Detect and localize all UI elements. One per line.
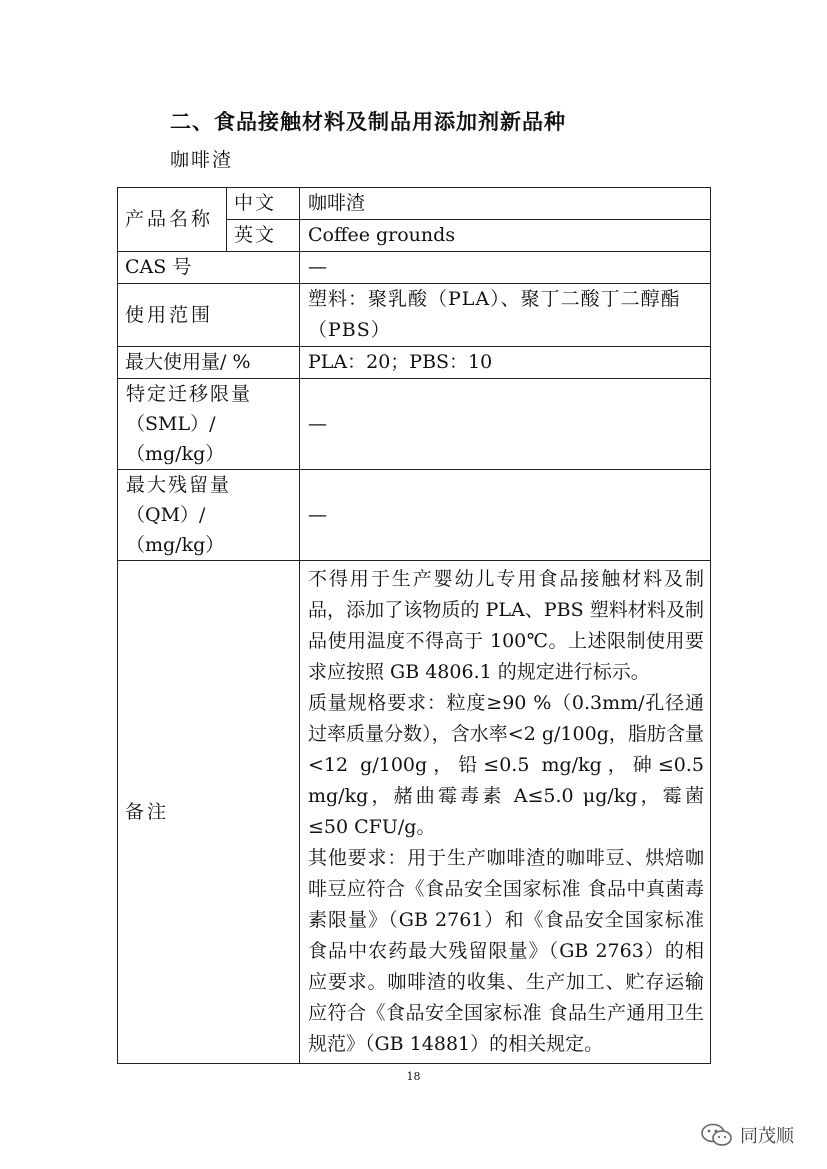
usage-scope-value: 塑料：聚乳酸（PLA）、聚丁二酸丁二醇酯（PBS）: [300, 284, 711, 347]
sml-label-line1: 特定迁移限量: [126, 383, 253, 405]
qm-label-line2: （QM）/（mg/kg）: [126, 504, 225, 556]
wechat-icon: [700, 1123, 734, 1147]
table-row: [118, 470, 711, 561]
remarks-paragraph: 其他要求：用于生产咖啡渣的咖啡豆、烘焙咖啡豆应符合《食品安全国家标准 食品中真菌毒素限量》（GB 2761）和《食品安全国家标准 食品中农药最大残留限量》（GB 2763）的相应要求。咖啡渣的收集、生产加工、贮存运输应符合《食品安全国家标准 食品生产通用卫生规范》（GB 14881）的相关规定。: [308, 847, 704, 1055]
product-name-label: 产品名称: [118, 188, 227, 252]
table-row: [118, 252, 711, 284]
table-row: [118, 561, 711, 1064]
qm-label: [118, 470, 300, 561]
cas-label: CAS 号: [118, 252, 300, 284]
remarks-label: 备注: [118, 561, 300, 1064]
table-row: [118, 379, 711, 470]
usage-scope-label: 使用范围: [118, 284, 300, 347]
max-usage-value: PLA：20；PBS：10: [300, 347, 711, 379]
sml-label: [118, 379, 300, 470]
section-title: 二、食品接触材料及制品用添加剂新品种: [170, 110, 566, 134]
watermark: [700, 1122, 794, 1148]
remarks-paragraph: 不得用于生产婴幼儿专用食品接触材料及制品，添加了该物质的 PLA、PBS 塑料材料及制品使用温度不得高于 100℃。上述限制使用要求应按照 GB 4806.1 的规定进行标示。: [308, 568, 704, 683]
chinese-name-value: 咖啡渣: [300, 188, 711, 220]
substance-name: 咖啡渣: [170, 149, 234, 171]
qm-value: —: [300, 470, 711, 561]
watermark-text: 同茂顺: [740, 1126, 794, 1147]
additive-spec-table: [117, 187, 711, 1064]
remarks-value: [300, 561, 711, 1064]
english-name-value: Coffee grounds: [300, 220, 711, 252]
table-row: [118, 284, 711, 347]
max-usage-label: 最大使用量/ %: [118, 347, 300, 379]
table-row: [118, 188, 711, 220]
chinese-label: 中文: [227, 188, 300, 220]
cas-value: —: [300, 252, 711, 284]
english-label: 英文: [227, 220, 300, 252]
sml-value: —: [300, 379, 711, 470]
page-number: 18: [406, 1070, 421, 1083]
sml-label-line2: （SML）/（mg/kg）: [126, 413, 225, 465]
table-row: [118, 347, 711, 379]
qm-label-line1: 最大残留量: [126, 474, 232, 496]
remarks-paragraph: 质量规格要求：粒度≥90 %（0.3mm/孔径通过率质量分数），含水率<2 g/100g，脂肪含量<12 g/100g，铅≤0.5 mg/kg，砷≤0.5 mg/kg，赭曲霉毒素 A≤5.0 μg/kg，霉菌≤50 CFU/g。: [308, 692, 704, 838]
